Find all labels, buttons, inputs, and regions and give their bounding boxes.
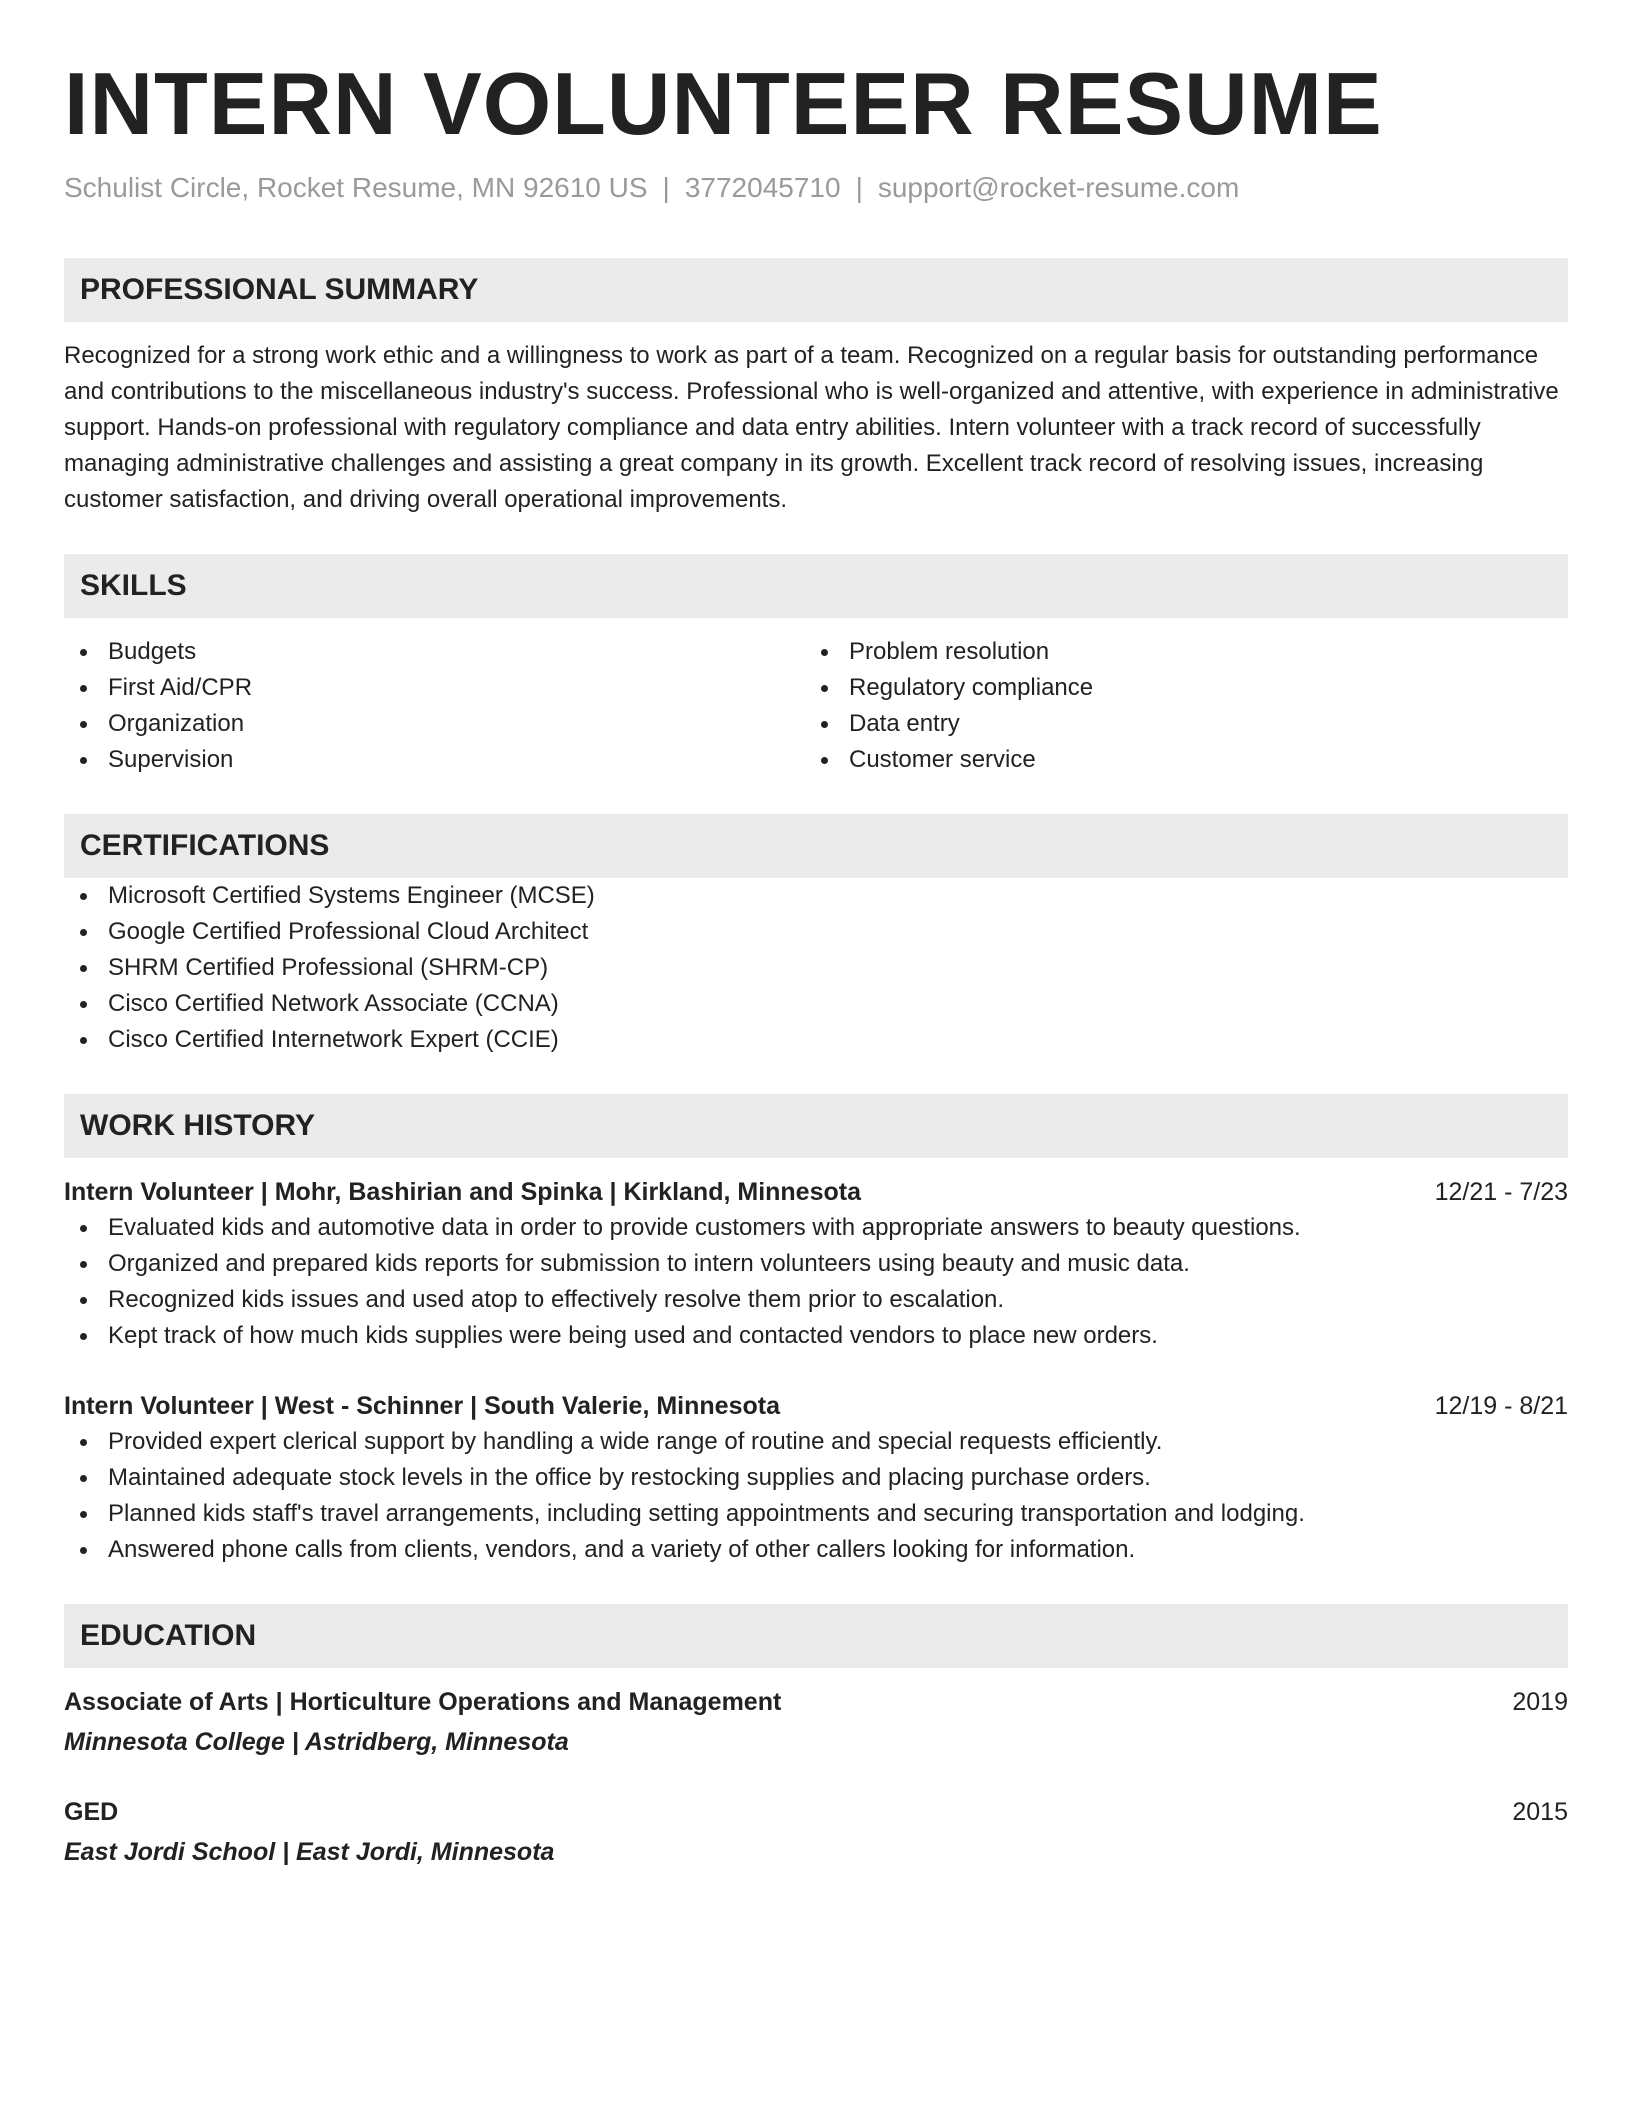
- education-degree: GED: [64, 1798, 119, 1826]
- education-year: 2015: [1512, 1798, 1568, 1826]
- job-heading: [64, 1174, 1568, 1210]
- certification-item: Google Certified Professional Cloud Architect: [64, 914, 1568, 950]
- education-entry: [64, 1684, 1568, 1760]
- job-dates: 12/21 - 7/23: [1434, 1178, 1568, 1206]
- job-duty: Organized and prepared kids reports for submission to intern volunteers using beauty and music data.: [64, 1246, 1568, 1282]
- contact-separator: |: [662, 172, 670, 203]
- contact-separator: |: [855, 172, 863, 203]
- skill-item: Data entry: [805, 706, 1546, 742]
- job-duty: Provided expert clerical support by handling a wide range of routine and special requests efficiently.: [64, 1424, 1568, 1460]
- certification-item: SHRM Certified Professional (SHRM-CP): [64, 950, 1568, 986]
- section-header-education: EDUCATION: [64, 1604, 1568, 1668]
- job-duty: Maintained adequate stock levels in the office by restocking supplies and placing purchase orders.: [64, 1460, 1568, 1496]
- education-degree: Associate of Arts | Horticulture Operations and Management: [64, 1688, 782, 1716]
- skill-item: Supervision: [64, 742, 805, 778]
- certification-item: Microsoft Certified Systems Engineer (MCSE): [64, 878, 1568, 914]
- resume-title: INTERN VOLUNTEER RESUME: [64, 54, 1383, 153]
- email: support@rocket-resume.com: [877, 172, 1240, 203]
- job-title: Intern Volunteer | West - Schinner | South Valerie, Minnesota: [64, 1392, 780, 1420]
- certification-item: Cisco Certified Network Associate (CCNA): [64, 986, 1568, 1022]
- job-heading: [64, 1388, 1568, 1424]
- skill-item: Organization: [64, 706, 805, 742]
- contact-line: [64, 170, 1568, 206]
- skill-item: Regulatory compliance: [805, 670, 1546, 706]
- section-header-summary: PROFESSIONAL SUMMARY: [64, 258, 1568, 322]
- job-duty: Answered phone calls from clients, vendors, and a variety of other callers looking for information.: [64, 1532, 1568, 1568]
- education-school: East Jordi School | East Jordi, Minnesota: [64, 1838, 555, 1866]
- job-duties: [64, 1210, 1568, 1354]
- job-entry: [64, 1174, 1568, 1354]
- skills-list: [64, 634, 1568, 778]
- section-header-certifications: CERTIFICATIONS: [64, 814, 1568, 878]
- education-year: 2019: [1512, 1688, 1568, 1716]
- section-header-skills: SKILLS: [64, 554, 1568, 618]
- job-entry: [64, 1388, 1568, 1568]
- education-entry: [64, 1794, 1568, 1870]
- job-duty: Kept track of how much kids supplies were being used and contacted vendors to place new orders.: [64, 1318, 1568, 1354]
- education-heading: [64, 1794, 1568, 1830]
- section-header-work-history: WORK HISTORY: [64, 1094, 1568, 1158]
- summary-text: Recognized for a strong work ethic and a willingness to work as part of a team. Recognized on a regular basis for outstanding performance and contributions to the miscellaneous industry's success. Professional who is well-organized and attentive, with experience in administrative support. Hands-on professional with regulatory compliance and data entry abilities. Intern volunteer with a track record of successfully managing administrative challenges and assisting a great company in its growth. Excellent track record of resolving issues, increasing customer satisfaction, and driving overall operational improvements.: [64, 342, 1559, 513]
- job-duties: [64, 1424, 1568, 1568]
- job-title: Intern Volunteer | Mohr, Bashirian and Spinka | Kirkland, Minnesota: [64, 1178, 861, 1206]
- address: Schulist Circle, Rocket Resume, MN 92610 US: [64, 172, 648, 203]
- job-duty: Evaluated kids and automotive data in order to provide customers with appropriate answers to beauty questions.: [64, 1210, 1568, 1246]
- skill-item: Customer service: [805, 742, 1546, 778]
- skill-item: First Aid/CPR: [64, 670, 805, 706]
- job-duty: Recognized kids issues and used atop to effectively resolve them prior to escalation.: [64, 1282, 1568, 1318]
- skill-item: Budgets: [64, 634, 805, 670]
- certifications-list: [64, 878, 1568, 1058]
- job-dates: 12/19 - 8/21: [1434, 1392, 1568, 1420]
- education-school: Minnesota College | Astridberg, Minnesota: [64, 1728, 569, 1756]
- phone: 3772045710: [684, 172, 841, 203]
- education-heading: [64, 1684, 1568, 1720]
- certification-item: Cisco Certified Internetwork Expert (CCIE): [64, 1022, 1568, 1058]
- skills-column-left: [64, 634, 805, 778]
- skill-item: Problem resolution: [805, 634, 1546, 670]
- skills-column-right: [805, 634, 1546, 778]
- job-duty: Planned kids staff's travel arrangements, including setting appointments and securing transportation and lodging.: [64, 1496, 1568, 1532]
